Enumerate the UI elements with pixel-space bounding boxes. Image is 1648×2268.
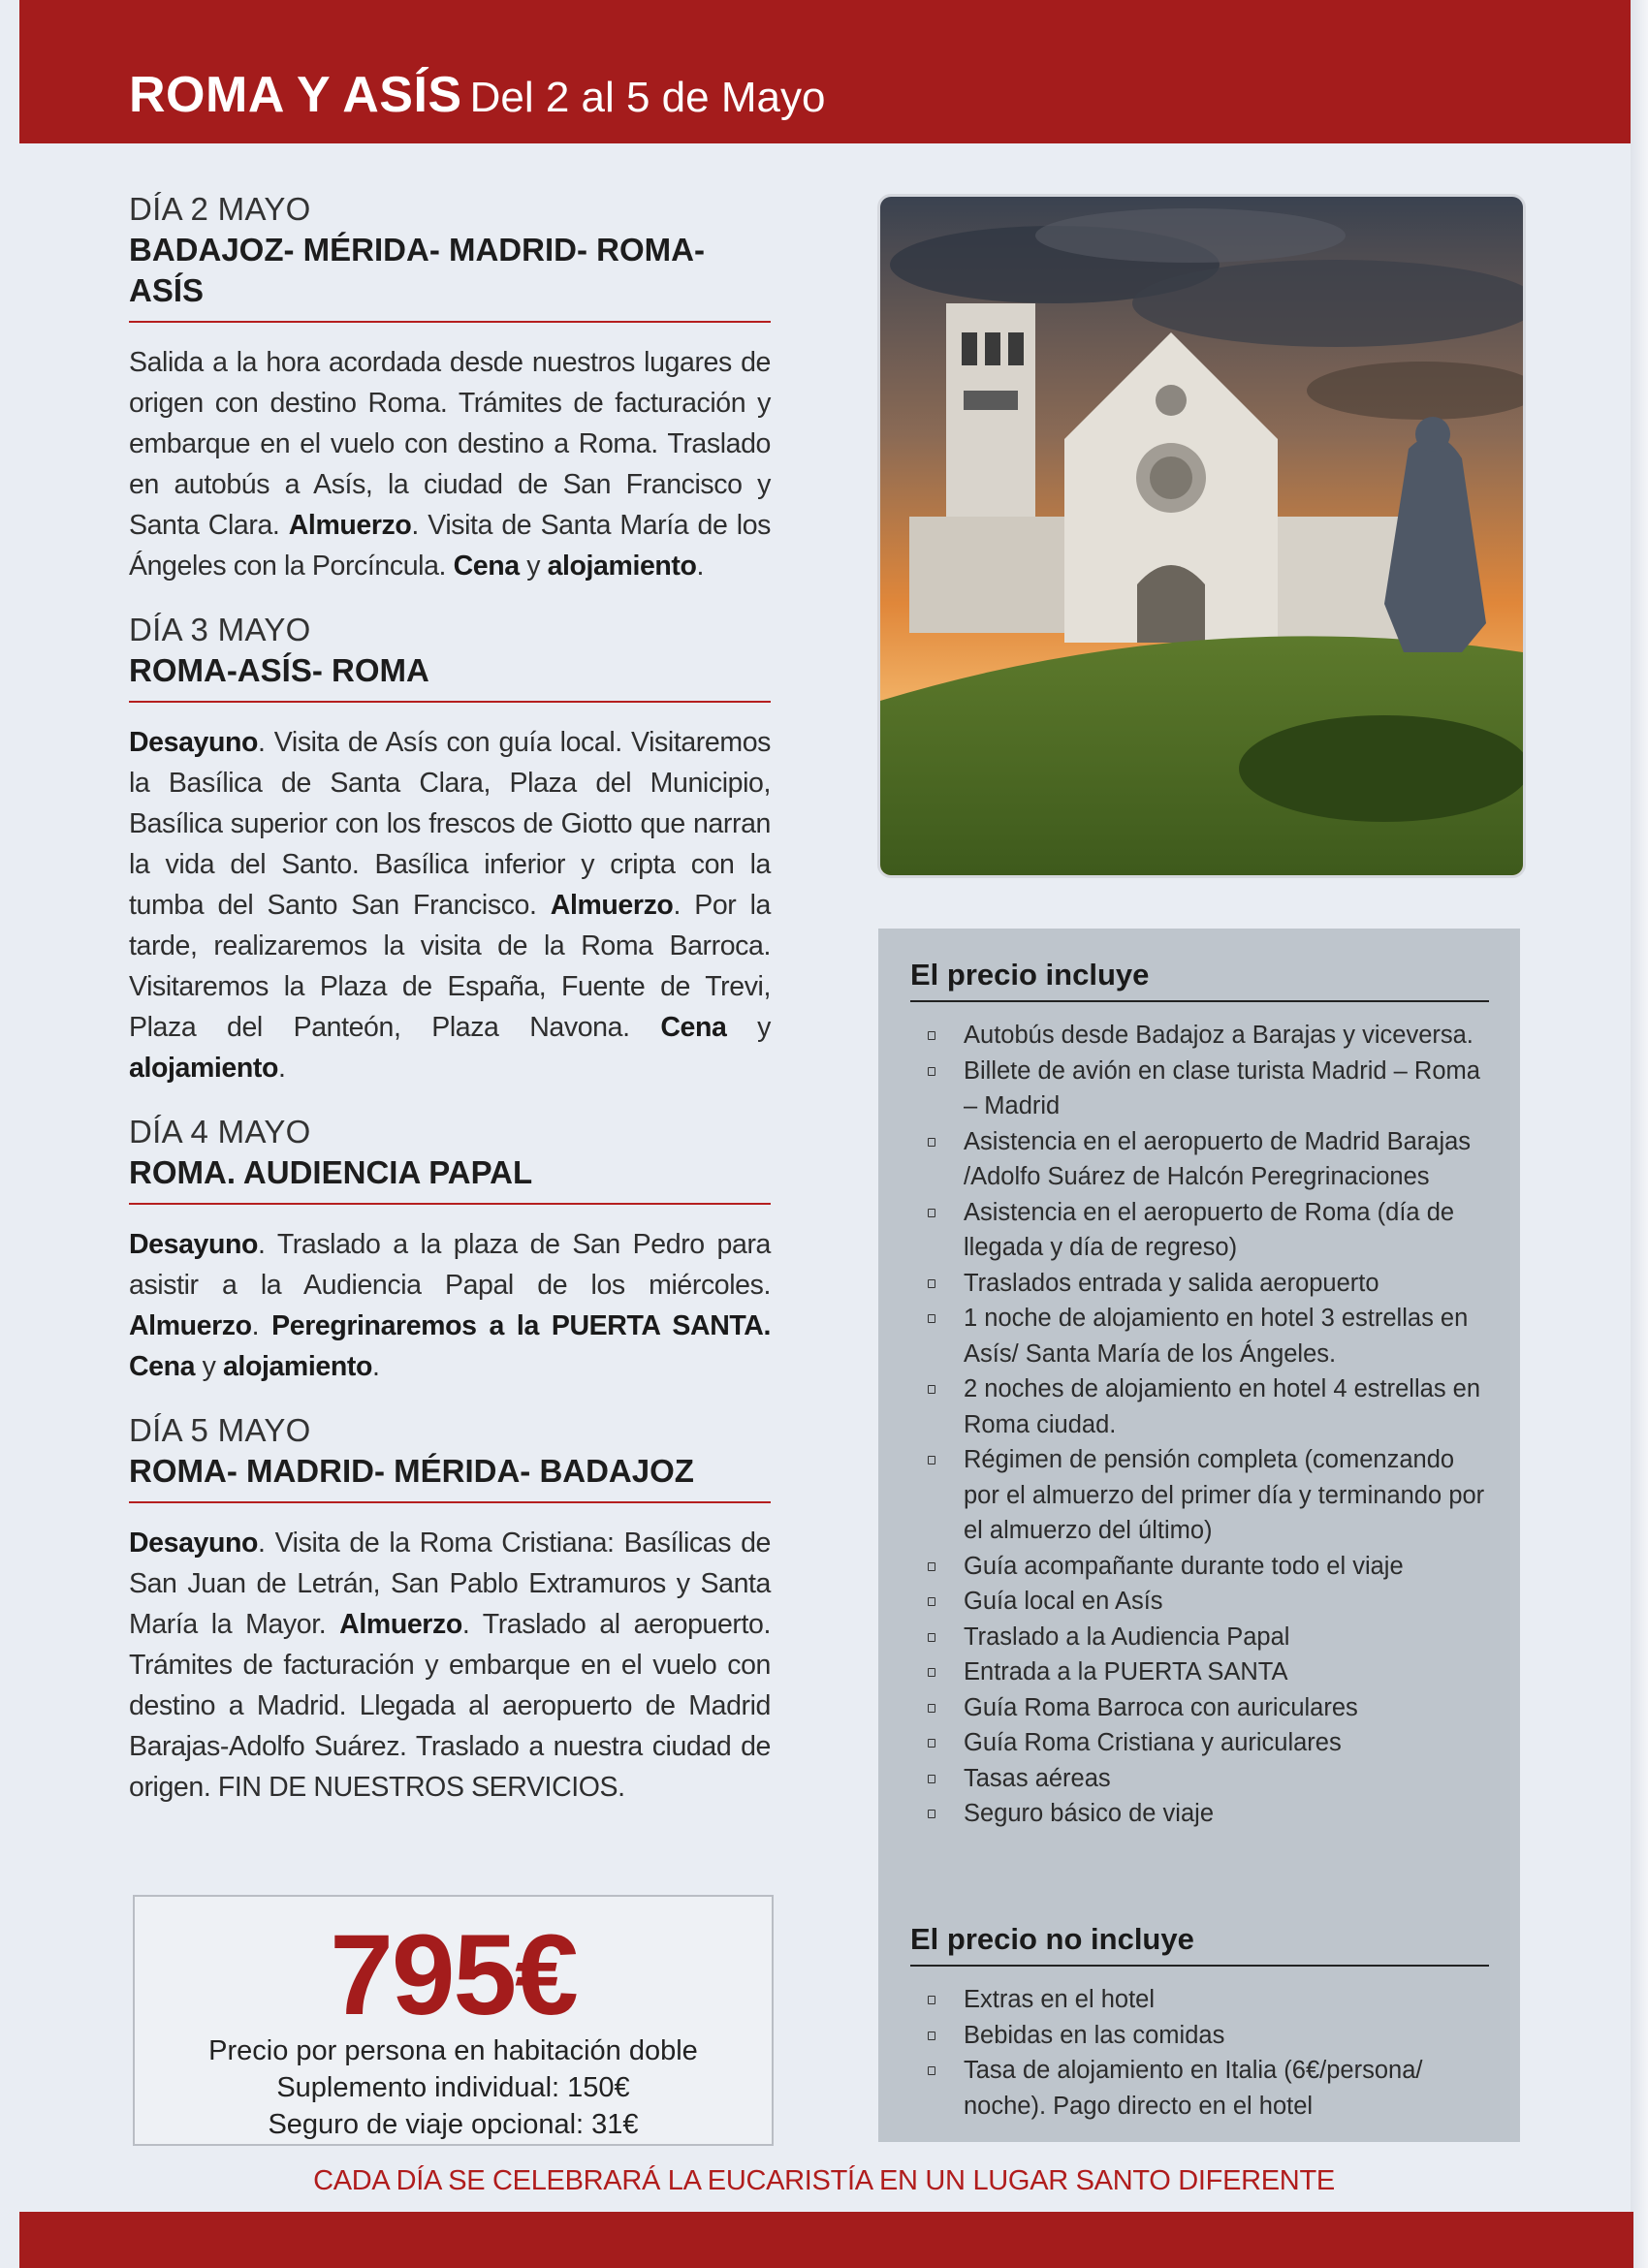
list-item-text: Asistencia en el aeropuerto de Roma (día de llegada y día de regreso) [964, 1198, 1455, 1261]
day-block [129, 610, 771, 1088]
day-date: DÍA 3 MAYO [129, 612, 311, 647]
price-amount: 795€ [330, 1911, 577, 2039]
list-item-text: Guía acompañante durante todo el viaje [964, 1552, 1404, 1580]
list-item [910, 1301, 1492, 1371]
day-route: BADAJOZ- MÉRIDA- MADRID- ROMA- ASÍS [129, 230, 771, 323]
list-item-text: Bebidas en las comidas [964, 2021, 1225, 2049]
list-item [910, 1549, 1492, 1585]
list-item-text: Seguro básico de viaje [964, 1800, 1215, 1827]
list-item [910, 1054, 1492, 1124]
square-bullet-icon [928, 2066, 935, 2075]
bold-text: Peregrinaremos a la PUERTA SANTA. [271, 1310, 771, 1341]
bold-text: Cena [453, 551, 520, 582]
bold-text: Desayuno [129, 727, 259, 758]
title-destination: ROMA Y ASÍS [129, 67, 462, 123]
text-segment: y [519, 551, 548, 582]
single-supplement: Suplemento individual: 150€ [276, 2072, 630, 2103]
price-per-person: Precio por persona en habitación doble [208, 2035, 698, 2066]
text-segment: . [251, 1310, 272, 1341]
day-block [129, 1112, 771, 1387]
square-bullet-icon [928, 2032, 935, 2040]
square-bullet-icon [928, 1668, 935, 1677]
text-segment: y [726, 1012, 771, 1043]
text-segment: . Visita de Asís con guía local. Visitaremos la Basílica de Santa Clara, Plaza del Municipio, Basílica superior con los frescos de Giotto que narran la vida del Santo. Basílica inferior y cripta con la tumba del Santo San Francisco. [129, 727, 771, 921]
includes-title: El precio incluye [910, 958, 1489, 1002]
square-bullet-icon [928, 1209, 935, 1217]
list-item [910, 1725, 1492, 1761]
text-segment: . Visita de Santa María de los Ángeles con la Porcíncula. [129, 510, 771, 582]
day-block [129, 1410, 771, 1808]
list-item [910, 1690, 1492, 1726]
square-bullet-icon [928, 1314, 935, 1323]
list-item-text: Autobús desde Badajoz a Barajas y viceversa. [964, 1022, 1474, 1049]
square-bullet-icon [928, 1279, 935, 1288]
square-bullet-icon [928, 1562, 935, 1571]
footer-band [19, 2212, 1633, 2268]
list-item [910, 1018, 1492, 1054]
day-route: ROMA-ASÍS- ROMA [129, 650, 771, 703]
list-item [910, 1982, 1492, 2018]
square-bullet-icon [928, 1810, 935, 1818]
square-bullet-icon [928, 1456, 935, 1465]
text-segment: y [195, 1351, 223, 1382]
optional-insurance: Seguro de viaje opcional: 31€ [268, 2109, 639, 2140]
page-edge [1631, 0, 1648, 2268]
bold-text: Almuerzo [288, 510, 412, 541]
bold-text: alojamiento [129, 1053, 278, 1084]
list-item-text: Guía Roma Barroca con auriculares [964, 1693, 1358, 1721]
list-item-text: Asistencia en el aeropuerto de Madrid Barajas /Adolfo Suárez de Halcón Peregrinaciones [964, 1127, 1472, 1190]
list-item-text: 1 noche de alojamiento en hotel 3 estrellas en Asís/ Santa María de los Ángeles. [964, 1305, 1469, 1368]
list-item-text: Régimen de pensión completa (comenzando por el almuerzo del primer día y terminando por el almuerzo del último) [964, 1446, 1485, 1544]
bold-text: Cena [129, 1351, 196, 1382]
text-segment: . [277, 1053, 286, 1084]
square-bullet-icon [928, 1067, 935, 1076]
excludes-list [910, 1982, 1492, 2124]
square-bullet-icon [928, 1704, 935, 1713]
square-bullet-icon [928, 1775, 935, 1783]
day-date: DÍA 2 MAYO [129, 191, 311, 227]
basilica-illustration [880, 197, 1523, 875]
list-item-text: Traslados entrada y salida aeropuerto [964, 1269, 1379, 1297]
list-item [910, 1620, 1492, 1655]
list-item-text: Guía Roma Cristiana y auriculares [964, 1729, 1342, 1756]
list-item [910, 1584, 1492, 1620]
day-date: DÍA 5 MAYO [129, 1412, 311, 1448]
itinerary [129, 189, 771, 1831]
list-item [910, 1195, 1492, 1266]
day-route: ROMA- MADRID- MÉRIDA- BADAJOZ [129, 1451, 771, 1503]
footer-note: CADA DÍA SE CELEBRARÁ LA EUCARISTÍA EN UN LUGAR SANTO DIFERENTE [313, 2165, 1335, 2196]
list-item-text: Traslado a la Audiencia Papal [964, 1622, 1290, 1651]
day-description [129, 342, 771, 586]
includes-list [910, 1018, 1492, 1832]
bold-text: Almuerzo [129, 1310, 252, 1341]
day-route: ROMA. AUDIENCIA PAPAL [129, 1152, 771, 1205]
day-description [129, 1523, 771, 1808]
list-item [910, 1371, 1492, 1442]
list-item [910, 2053, 1492, 2124]
square-bullet-icon [928, 1031, 935, 1040]
text-segment: . Visita de la Roma Cristiana: Basílicas de San Juan de Letrán, San Pablo Extramuros y Santa María la Mayor. [129, 1528, 771, 1640]
title-dates: Del 2 al 5 de Mayo [469, 74, 826, 121]
list-item [910, 1442, 1492, 1549]
bold-text: Desayuno [129, 1229, 259, 1260]
bold-text: alojamiento [222, 1351, 372, 1382]
list-item-text: Tasa de alojamiento en Italia (6€/persona/ noche). Pago directo en el hotel [964, 2057, 1423, 2120]
page-title [129, 67, 826, 123]
text-segment: . [371, 1351, 380, 1382]
list-item-text: Extras en el hotel [964, 1986, 1156, 2013]
list-item-text: Guía local en Asís [964, 1588, 1163, 1615]
square-bullet-icon [928, 1996, 935, 2004]
list-item [910, 1124, 1492, 1195]
price-details-panel [878, 929, 1520, 2142]
bold-text: Cena [660, 1012, 727, 1043]
text-segment: . Traslado a la plaza de San Pedro para asistir a la Audiencia Papal de los miércoles. [129, 1229, 771, 1301]
day-description [129, 1224, 771, 1387]
square-bullet-icon [928, 1138, 935, 1147]
bold-text: Almuerzo [339, 1609, 462, 1640]
bold-text: Desayuno [129, 1528, 259, 1559]
bold-text: alojamiento [547, 551, 697, 582]
list-item [910, 2018, 1492, 2054]
square-bullet-icon [928, 1739, 935, 1748]
list-item-text: 2 noches de alojamiento en hotel 4 estrellas en Roma ciudad. [964, 1375, 1481, 1438]
square-bullet-icon [928, 1597, 935, 1606]
list-item-text: Billete de avión en clase turista Madrid – Roma – Madrid [964, 1056, 1480, 1119]
text-segment: . [696, 551, 705, 582]
list-item [910, 1654, 1492, 1690]
day-block [129, 189, 771, 586]
text-segment: Salida a la hora acordada desde nuestros lugares de origen con destino Roma. Trámites de facturación y embarque en el vuelo con destino a Roma. Traslado en autobús a Asís, la ciudad de San Francisco y Santa Clara. [129, 347, 771, 541]
day-description [129, 722, 771, 1088]
bold-text: Almuerzo [550, 890, 674, 921]
list-item [910, 1266, 1492, 1302]
list-item [910, 1796, 1492, 1832]
list-item-text: Entrada a la PUERTA SANTA [964, 1658, 1288, 1685]
text-segment: . Traslado al aeropuerto. Trámites de facturación y embarque en el vuelo con destino a Madrid. Llegada al aeropuerto de Madrid Barajas-Adolfo Suárez. Traslado a nuestra ciudad de origen. FIN DE NUESTROS SERVICIOS. [129, 1609, 772, 1803]
price-box [133, 1895, 774, 2146]
day-date: DÍA 4 MAYO [129, 1114, 311, 1150]
square-bullet-icon [928, 1633, 935, 1642]
basilica-photo [877, 194, 1526, 878]
text-segment: . Por la tarde, realizaremos la visita de la Roma Barroca. Visitaremos la Plaza de España, Fuente de Trevi, Plaza del Panteón, Plaza Navona. [129, 890, 772, 1043]
excludes-title: El precio no incluye [910, 1922, 1489, 1967]
list-item-text: Tasas aéreas [964, 1764, 1111, 1792]
square-bullet-icon [928, 1385, 935, 1394]
list-item [910, 1761, 1492, 1797]
